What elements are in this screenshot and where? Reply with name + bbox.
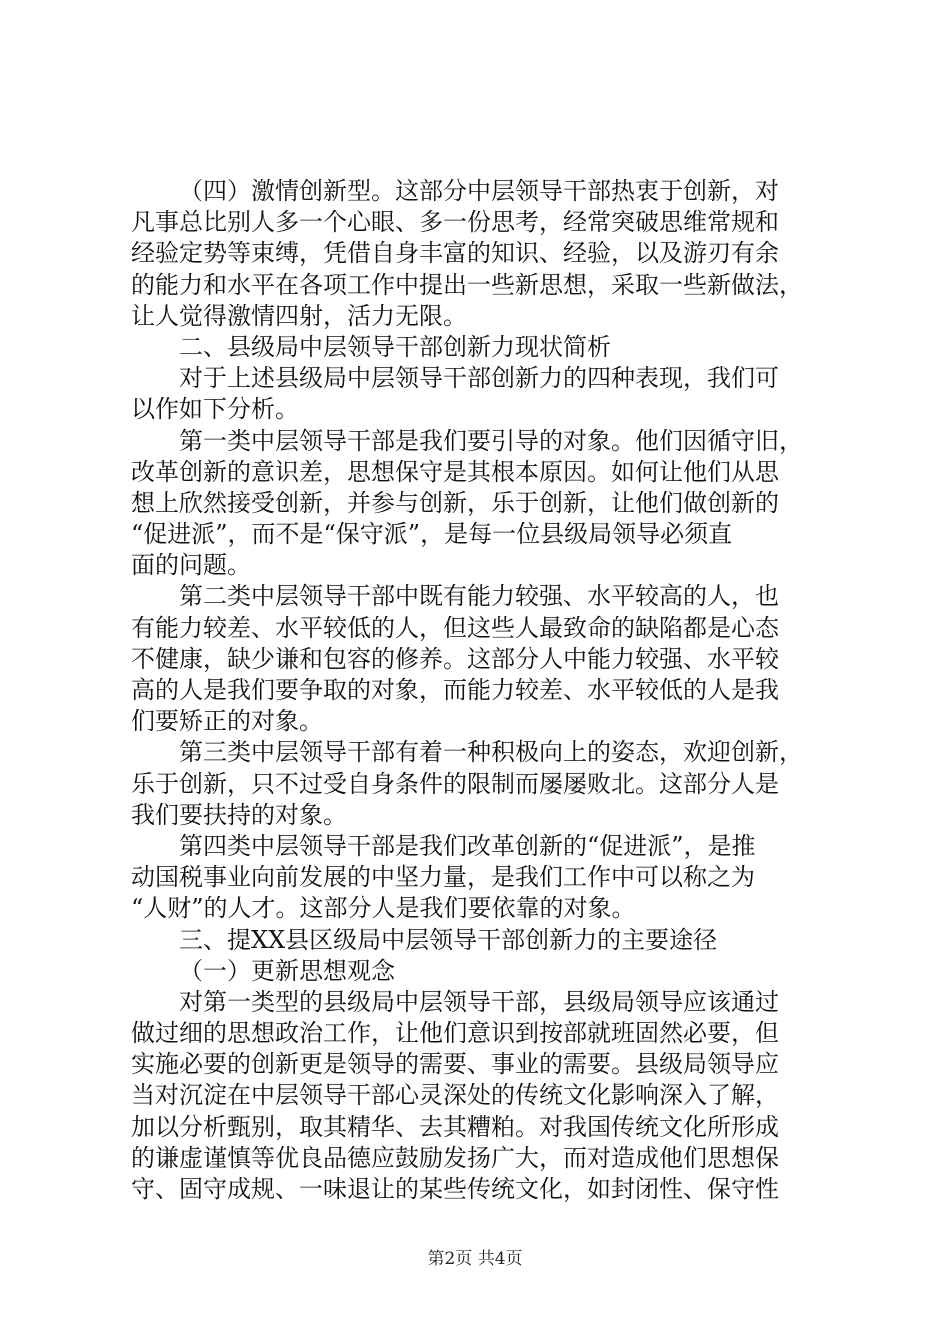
text-line: （一）更新思想观念 <box>179 956 395 985</box>
document-body <box>131 176 831 1205</box>
text-line: 第二类中层领导干部中既有能力较强、水平较高的人，也 <box>179 582 779 611</box>
page-footer: 第2页 共4页 <box>427 1249 523 1269</box>
text-line: 有能力较差、水平较低的人，但这些人最致命的缺陷都是心态 <box>131 613 779 642</box>
text-line: 凡事总比别人多一个心眼、多一份思考，经常突破思维常规和 <box>131 208 779 237</box>
text-line: 加以分析甄别，取其精华、去其糟粕。对我国传统文化所形成 <box>131 1112 779 1141</box>
text-line: 改革创新的意识差，思想保守是其根本原因。如何让他们从思 <box>131 457 779 486</box>
text-line: 动国税事业向前发展的中坚力量，是我们工作中可以称之为 <box>131 863 755 892</box>
text-line: 对于上述县级局中层领导干部创新力的四种表现，我们可 <box>179 364 779 393</box>
text-line: 当对沉淀在中层领导干部心灵深处的传统文化影响深入了解， <box>131 1081 779 1110</box>
text-line: 做过细的思想政治工作，让他们意识到按部就班固然必要，但 <box>131 1019 779 1048</box>
text-line: “促进派”，而不是“保守派”，是每一位县级局领导必须直 <box>131 520 733 549</box>
text-line: 实施必要的创新更是领导的需要、事业的需要。县级局领导应 <box>131 1050 779 1079</box>
text-line: 三、提XX县区级局中层领导干部创新力的主要途径 <box>179 925 718 954</box>
text-line: 们要矫正的对象。 <box>131 707 323 736</box>
text-line: 我们要扶持的对象。 <box>131 800 347 829</box>
text-line: 乐于创新，只不过受自身条件的限制而屡屡败北。这部分人是 <box>131 769 779 798</box>
text-line: 守、固守成规、一味退让的某些传统文化，如封闭性、保守性 <box>131 1175 779 1203</box>
text-line: “人财”的人才。这部分人是我们要依靠的对象。 <box>131 894 636 923</box>
text-line: 第三类中层领导干部有着一种积极向上的姿态，欢迎创新， <box>179 738 803 767</box>
text-line: （四）激情创新型。这部分中层领导干部热衷于创新，对 <box>179 177 779 205</box>
text-line: 的能力和水平在各项工作中提出一些新思想，采取一些新做法， <box>131 270 803 299</box>
text-line: 不健康，缺少谦和包容的修养。这部分人中能力较强、水平较 <box>131 644 779 673</box>
text-line: 对第一类型的县级局中层领导干部，县级局领导应该通过 <box>179 987 779 1016</box>
text-line: 面的问题。 <box>131 551 251 580</box>
text-line: 让人觉得激情四射，活力无限。 <box>131 301 467 330</box>
text-line: 想上欣然接受创新，并参与创新，乐于创新，让他们做创新的 <box>131 488 779 517</box>
text-line: 以作如下分析。 <box>131 395 299 424</box>
text-line: 第四类中层领导干部是我们改革创新的“促进派”，是推 <box>179 831 756 860</box>
text-line: 高的人是我们要争取的对象，而能力较差、水平较低的人是我 <box>131 676 779 704</box>
text-line: 经验定势等束缚，凭借自身丰富的知识、经验，以及游刃有余 <box>131 239 779 268</box>
text-line: 的谦虚谨慎等优良品德应鼓励发扬广大，而对造成他们思想保 <box>131 1143 779 1172</box>
text-line: 二、县级局中层领导干部创新力现状简析 <box>179 332 611 361</box>
text-line: 第一类中层领导干部是我们要引导的对象。他们因循守旧， <box>179 426 803 455</box>
